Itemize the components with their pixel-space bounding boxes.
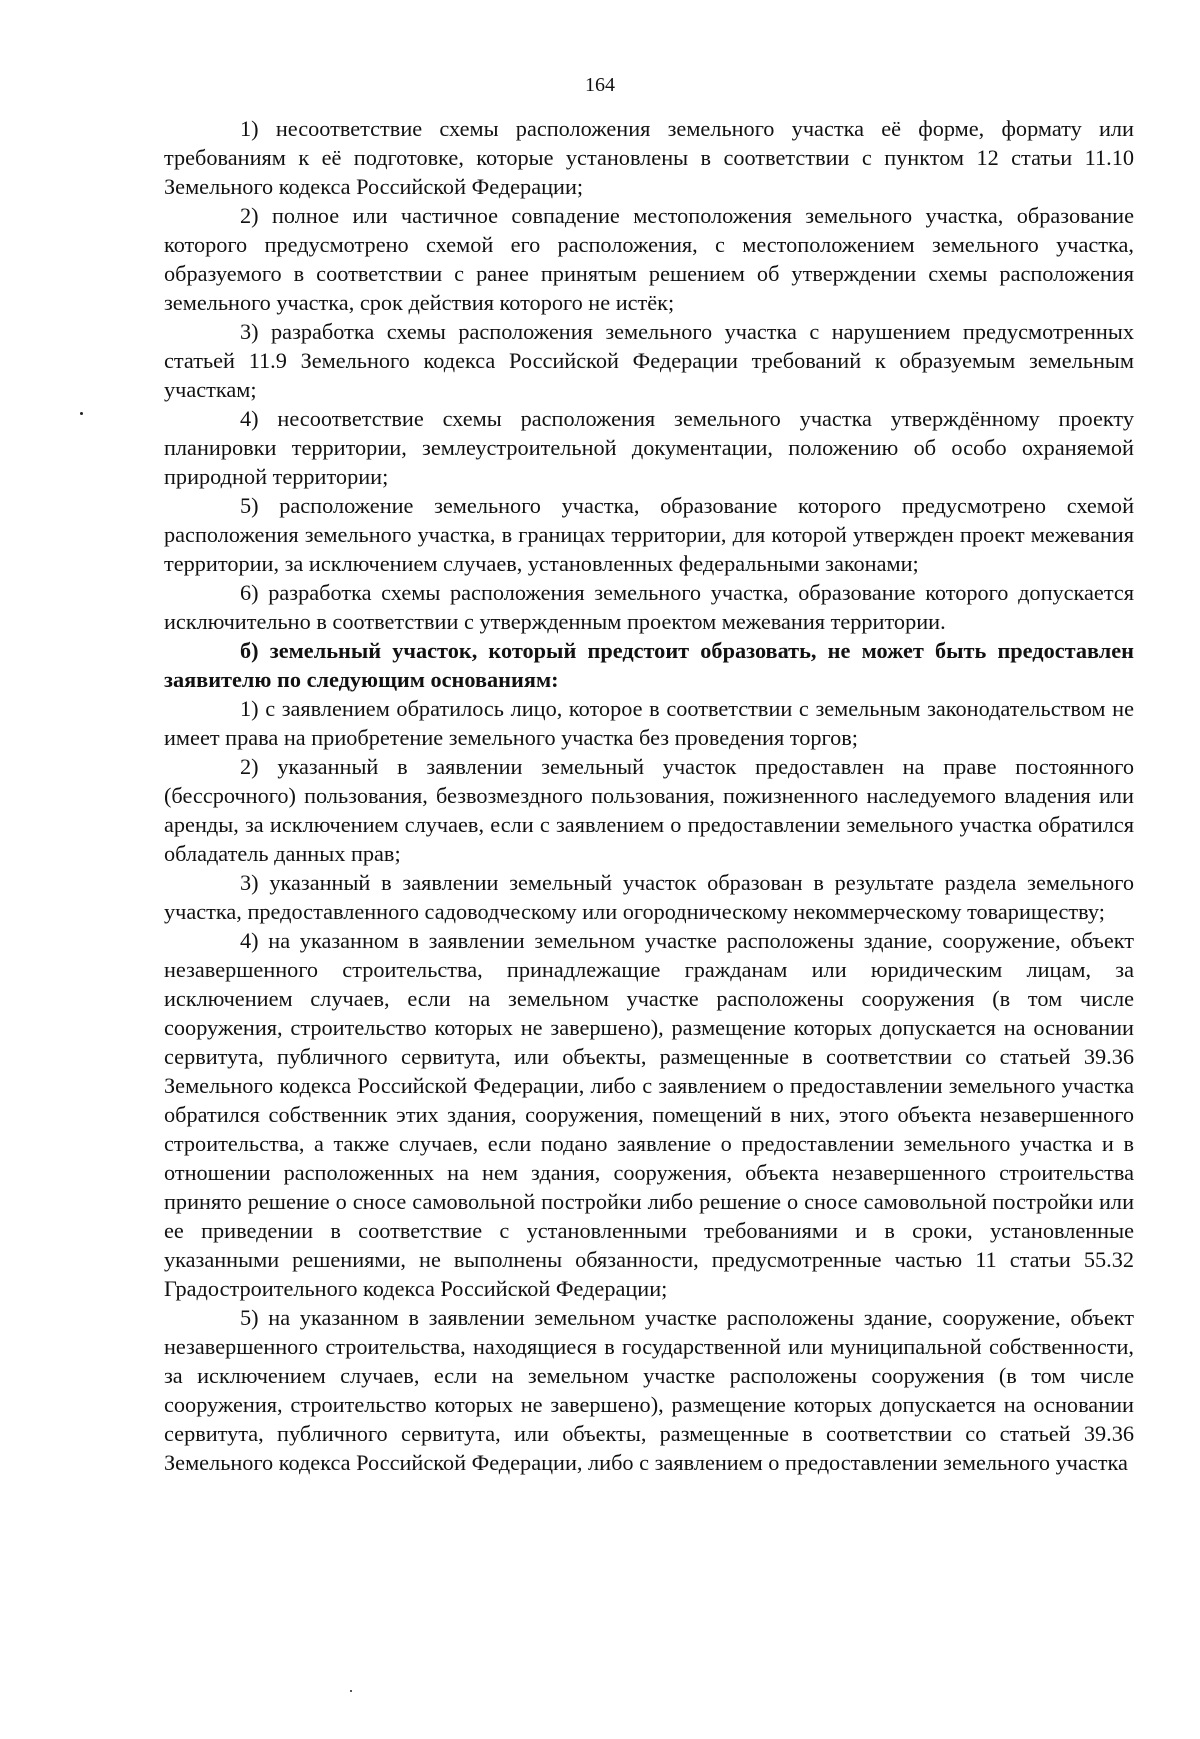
- page-number: 164: [585, 74, 615, 96]
- scan-speck: [80, 412, 83, 415]
- section-b-heading: б) земельный участок, который предстоит образовать, не может быть предоставлен заявителю по следующим основаниям:: [164, 638, 1134, 692]
- paragraph-b1: 1) с заявлением обратилось лицо, которое в соответствии с земельным законодательством не имеет права на приобретение земельного участка без проведения торгов;: [164, 696, 1134, 750]
- paragraph-a4: 4) несоответствие схемы расположения земельного участка утверждённому проекту планировки территории, землеустроительной документации, положению об особо охраняемой природной территории;: [164, 406, 1134, 489]
- paragraph-b3: 3) указанный в заявлении земельный участок образован в результате раздела земельного участка, предоставленного садоводческому или огородническому некоммерческому товариществу;: [164, 870, 1134, 924]
- document-body: [164, 114, 1134, 1477]
- paragraph-b4: 4) на указанном в заявлении земельном участке расположены здание, сооружение, объект незавершенного строительства, принадлежащие гражданам или юридическим лицам, за исключением случаев, если на земельном участке расположены сооружения (в том числе сооружения, строительство которых не завершено), размещение которых допускается на основании сервитута, публичного сервитута, или объекты, размещенные в соответствии со статьей 39.36 Земельного кодекса Российской Федерации, либо с заявлением о предоставлении земельного участка обратился собственник этих здания, сооружения, помещений в них, этого объекта незавершенного строительства, а также случаев, если подано заявление о предоставлении земельного участка и в отношении расположенных на нем здания, сооружения, объекта незавершенного строительства принято решение о сносе самовольной постройки либо решение о сносе самовольной постройки или ее приведении в соответствие с установленными требованиями и в сроки, установленные указанными решениями, не выполнены обязанности, предусмотренные частью 11 статьи 55.32 Градостроительного кодекса Российской Федерации;: [164, 928, 1134, 1301]
- paragraph-a6: 6) разработка схемы расположения земельного участка, образование которого допускается исключительно в соответствии с утвержденным проектом межевания территории.: [164, 580, 1134, 634]
- paragraph-a2: 2) полное или частичное совпадение местоположения земельного участка, образование которого предусмотрено схемой его расположения, с местоположением земельного участка, образуемого в соответствии с ранее принятым решением об утверждении схемы расположения земельного участка, срок действия которого не истёк;: [164, 203, 1134, 315]
- paragraph-a3: 3) разработка схемы расположения земельного участка с нарушением предусмотренных статьей 11.9 Земельного кодекса Российской Федерации требований к образуемым земельным участкам;: [164, 319, 1134, 402]
- scan-speck: [350, 1690, 352, 1692]
- paragraph-a1: 1) несоответствие схемы расположения земельного участка её форме, формату или требованиям к её подготовке, которые установлены в соответствии с пунктом 12 статьи 11.10 Земельного кодекса Российской Федерации;: [164, 116, 1134, 199]
- paragraph-b5: 5) на указанном в заявлении земельном участке расположены здание, сооружение, объект незавершенного строительства, находящиеся в государственной или муниципальной собственности, за исключением случаев, если на земельном участке расположены сооружения (в том числе сооружения, строительство которых не завершено), размещение которых допускается на основании сервитута, публичного сервитута, или объекты, размещенные в соответствии со статьей 39.36 Земельного кодекса Российской Федерации, либо с заявлением о предоставлении земельного участка: [164, 1305, 1134, 1475]
- paragraph-b2: 2) указанный в заявлении земельный участок предоставлен на праве постоянного (бессрочного) пользования, безвозмездного пользования, пожизненного наследуемого владения или аренды, за исключением случаев, если с заявлением о предоставлении земельного участка обратился обладатель данных прав;: [164, 754, 1134, 866]
- paragraph-a5: 5) расположение земельного участка, образование которого предусмотрено схемой расположения земельного участка, в границах территории, для которой утвержден проект межевания территории, за исключением случаев, установленных федеральными законами;: [164, 493, 1134, 576]
